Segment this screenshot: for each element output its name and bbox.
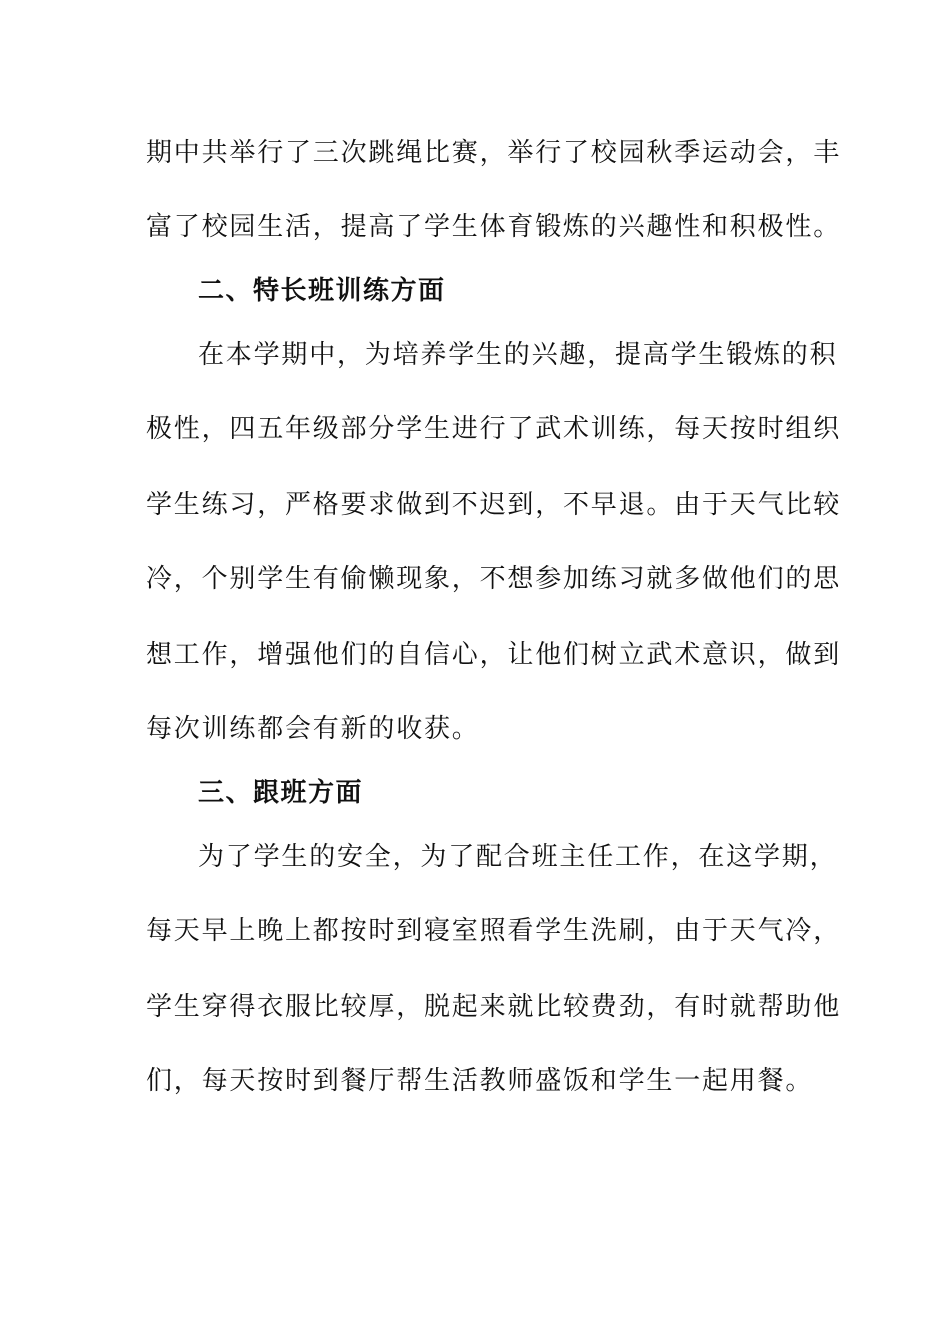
paragraph-line: 期中共举行了三次跳绳比赛，举行了校园秋季运动会，丰 [146, 138, 842, 168]
paragraph-line: 为了学生的安全，为了配合班主任工作，在这学期， [198, 842, 838, 872]
paragraph-line: 富了校园生活，提高了学生体育锻炼的兴趣性和积极性。 [146, 212, 842, 242]
paragraph-line: 每天早上晚上都按时到寝室照看学生洗刷，由于天气冷， [146, 916, 842, 946]
paragraph-line: 学生穿得衣服比较厚，脱起来就比较费劲，有时就帮助他 [146, 992, 842, 1022]
paragraph-line: 冷，个别学生有偷懒现象，不想参加练习就多做他们的思 [146, 564, 842, 594]
section-heading-specialty-class: 二、特长班训练方面 [198, 276, 446, 306]
paragraph-line: 在本学期中，为培养学生的兴趣，提高学生锻炼的积 [198, 340, 838, 370]
paragraph-line: 每次训练都会有新的收获。 [146, 714, 480, 744]
paragraph-line: 想工作，增强他们的自信心，让他们树立武术意识，做到 [146, 640, 842, 670]
paragraph-line: 们，每天按时到餐厅帮生活教师盛饭和学生一起用餐。 [146, 1066, 814, 1096]
paragraph-line: 极性，四五年级部分学生进行了武术训练，每天按时组织 [146, 414, 842, 444]
paragraph-line: 学生练习，严格要求做到不迟到，不早退。由于天气比较 [146, 490, 842, 520]
section-heading-class-following: 三、跟班方面 [198, 778, 364, 808]
